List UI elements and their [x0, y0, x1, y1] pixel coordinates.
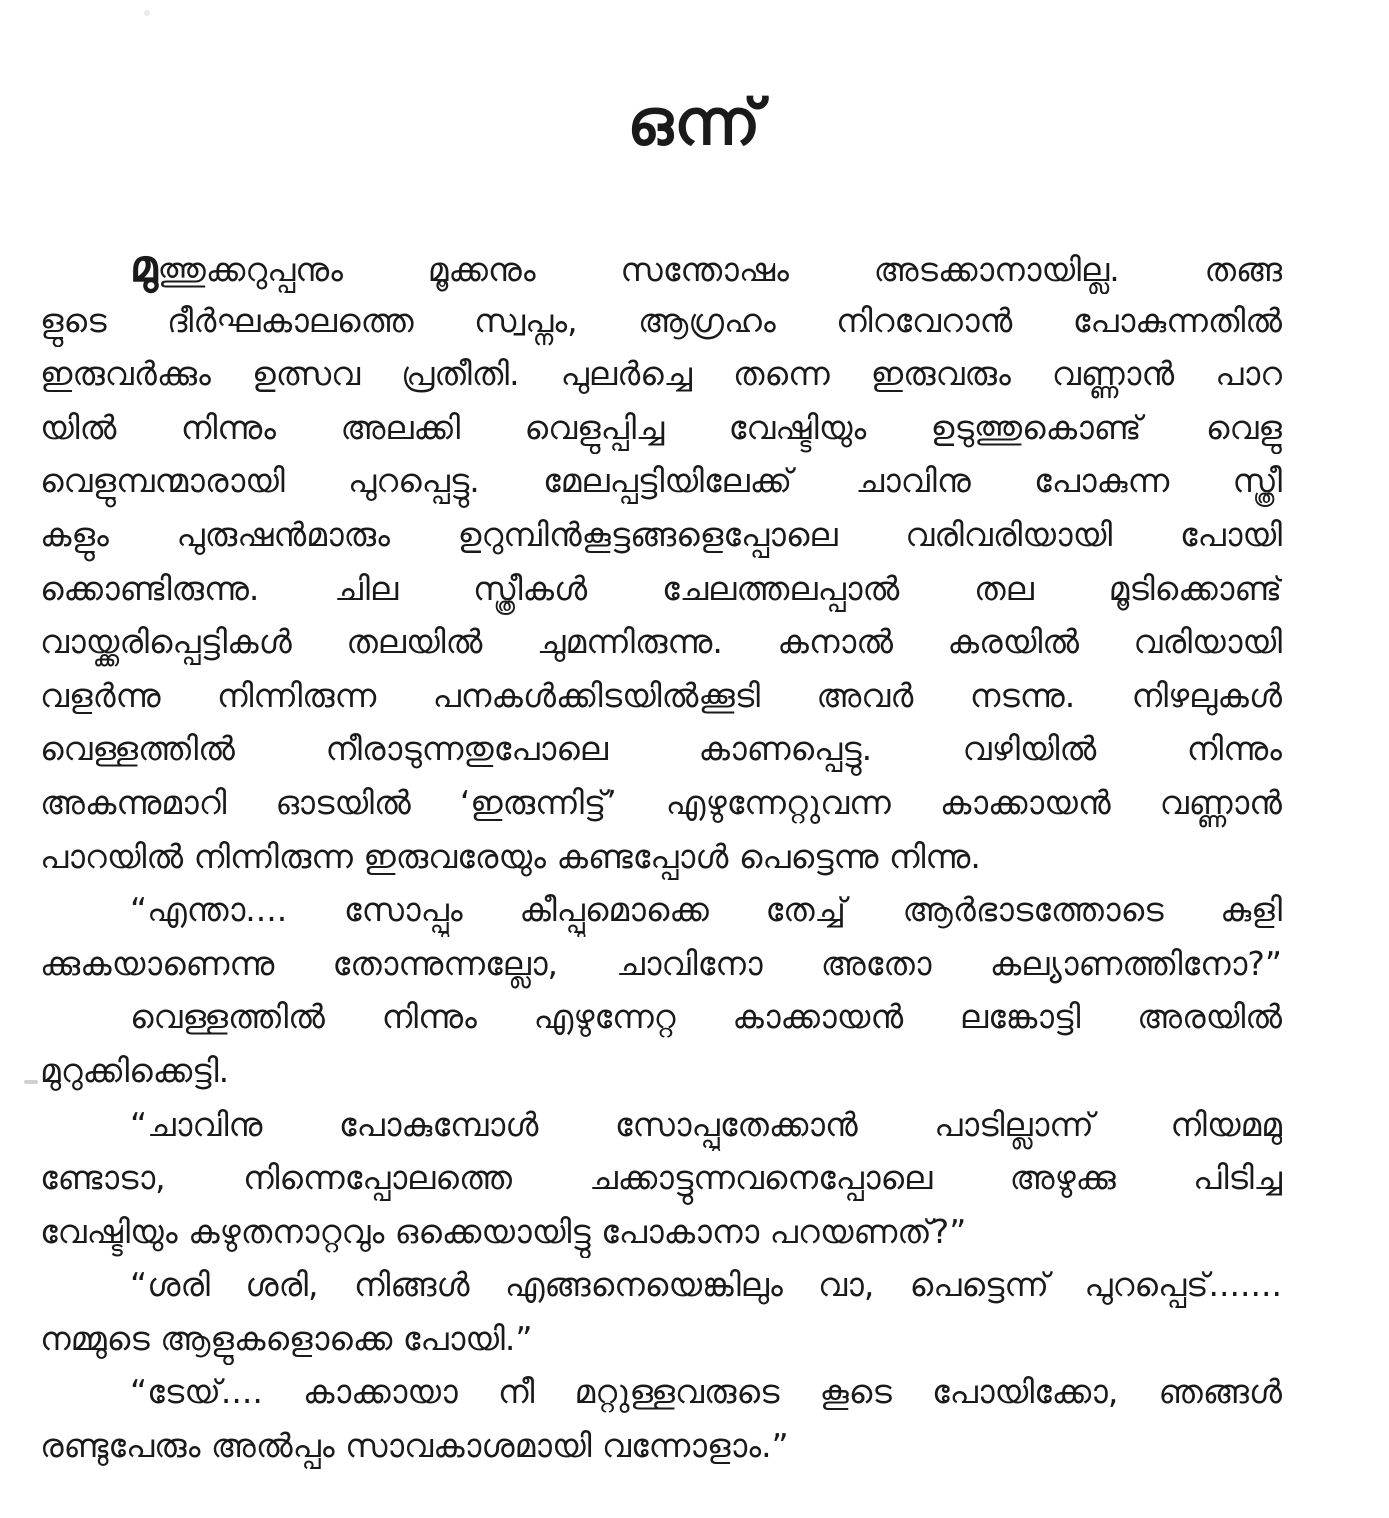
- text-line: [40, 401, 1282, 455]
- text-line: [40, 1151, 1282, 1205]
- text-line-content: വായ്ക്കരിപ്പെട്ടികൾ തലയിൽ ചുമന്നിരുന്നു. കനാൽ കരയിൽ വരിയായി: [40, 622, 1282, 662]
- text-line-content: വെള്ളത്തിൽ നിന്നും എഴുന്നേറ്റ കാക്കായൻ ലങ്കോട്ടി അരയിൽ: [130, 997, 1282, 1037]
- text-line-content: രണ്ടുപേരും അൽപ്പം സാവകാശമായി വന്നോളാം.”: [40, 1426, 789, 1466]
- text-line: [40, 669, 1282, 723]
- text-line-content: പാറയിൽ നിന്നിരുന്ന ഇരുവരേയും കണ്ടപ്പോൾ പെട്ടെന്നു നിന്നു.: [40, 836, 981, 876]
- text-line: [40, 830, 1282, 884]
- text-line: [40, 615, 1282, 669]
- text-line-content: മുറുക്കിക്കെട്ടി.: [40, 1050, 230, 1090]
- text-line-content: വെള്ളത്തിൽ നീരാടുന്നതുപോലെ കാണപ്പെട്ടു. വഴിയിൽ നിന്നും: [40, 729, 1282, 769]
- text-line: [40, 294, 1282, 348]
- text-line: [40, 1419, 1282, 1473]
- text-line-content: വെളുമ്പന്മാരായി പുറപ്പെട്ടു. മേലപ്പട്ടിയിലേക്ക് ചാവിനു പോകുന്ന സ്ത്രീ: [40, 461, 1282, 501]
- text-line: [40, 990, 1282, 1044]
- text-line-content: “ടേയ്.... കാക്കായാ നീ മറ്റുള്ളവരുടെ കൂടെ പോയിക്കോ, ഞങ്ങൾ: [130, 1372, 1282, 1412]
- text-line-content: ത്തുക്കറുപ്പനും മൂക്കനും സന്തോഷം അടക്കാനായില്ല. തങ്ങ: [157, 250, 1282, 289]
- chapter-title: ഒന്ന്: [627, 86, 762, 160]
- text-line: [40, 937, 1282, 991]
- text-line: [40, 1312, 1282, 1366]
- body-text: [40, 240, 1282, 1473]
- text-line-content: ഇരുവർക്കും ഉത്സവ പ്രതീതി. പുലർച്ചെ തന്നെ ഇരുവരും വണ്ണാൻ പാറ: [40, 354, 1282, 394]
- text-line: [40, 1258, 1282, 1312]
- text-line-content: കളും പുരുഷൻമാരും ഉറുമ്പിൻകൂട്ടങ്ങളെപ്പോലെ വരിവരിയായി പോയി: [40, 514, 1282, 554]
- text-line: [40, 776, 1282, 830]
- text-line: [40, 1044, 1282, 1098]
- text-line: [40, 347, 1282, 401]
- scan-smudge: [24, 1080, 38, 1084]
- scan-speck: [144, 10, 150, 16]
- text-line-content: ക്കുകയാണെന്നു തോന്നുന്നല്ലോ, ചാവിനോ അതോ കല്യാണത്തിനോ?”: [40, 943, 1282, 983]
- text-line: [40, 562, 1282, 616]
- text-line-content: “ശരി ശരി, നിങ്ങൾ എങ്ങനെയെങ്കിലും വാ, പെട്ടെന്ന് പുറപ്പെട്.......: [130, 1265, 1282, 1305]
- text-line-content: “എന്താ.... സോപ്പും കീപ്പുമൊക്കെ തേച്ച് ആർഭാടത്തോടെ കുളി: [130, 890, 1282, 930]
- text-line: [40, 1205, 1282, 1259]
- text-line-content: വേഷ്ടിയും കഴുതനാറ്റവും ഒക്കെയായിട്ടു പോകാനാ പറയണത്?”: [40, 1211, 967, 1251]
- text-line-content: ളുടെ ദീർഘകാലത്തെ സ്വപ്നം, ആഗ്രഹം നിറവേറാൻ പോകുന്നതിൽ: [40, 300, 1282, 340]
- text-line: [40, 722, 1282, 776]
- text-line: [40, 240, 1282, 294]
- text-line-content: നമ്മുടെ ആളുകളൊക്കെ പോയി.”: [40, 1318, 533, 1358]
- text-line: [40, 508, 1282, 562]
- text-line-content: അകന്നുമാറി ഓടയിൽ ‘ഇരുന്നിട്ട്’ എഴുന്നേറ്റുവന്ന കാക്കായൻ വണ്ണാൻ: [40, 782, 1282, 822]
- text-line-content: “ചാവിനു പോകുമ്പോൾ സോപ്പുതേക്കാൻ പാടില്ലാന്ന് നിയമമു: [130, 1104, 1282, 1144]
- text-line-content: ണ്ടോടാ, നിന്നെപ്പോലത്തെ ചക്കാട്ടുന്നവനെപ്പോലെ അഴുക്കു പിടിച്ച: [40, 1158, 1282, 1198]
- text-line: [40, 1365, 1282, 1419]
- drop-cap: മു: [130, 241, 158, 292]
- text-line: [40, 883, 1282, 937]
- text-line-content: യിൽ നിന്നും അലക്കി വെളുപ്പിച്ച വേഷ്ടിയും ഉടുത്തുകൊണ്ട് വെളു: [40, 407, 1282, 447]
- text-line: [40, 1098, 1282, 1152]
- text-line: [40, 454, 1282, 508]
- text-line-content: ക്കൊണ്ടിരുന്നു. ചില സ്ത്രീകൾ ചേലത്തലപ്പാൽ തല മൂടിക്കൊണ്ട്: [40, 568, 1282, 608]
- text-line-content: വളർന്നു നിന്നിരുന്ന പനകൾക്കിടയിൽക്കൂടി അവർ നടന്നു. നിഴലുകൾ: [40, 675, 1282, 715]
